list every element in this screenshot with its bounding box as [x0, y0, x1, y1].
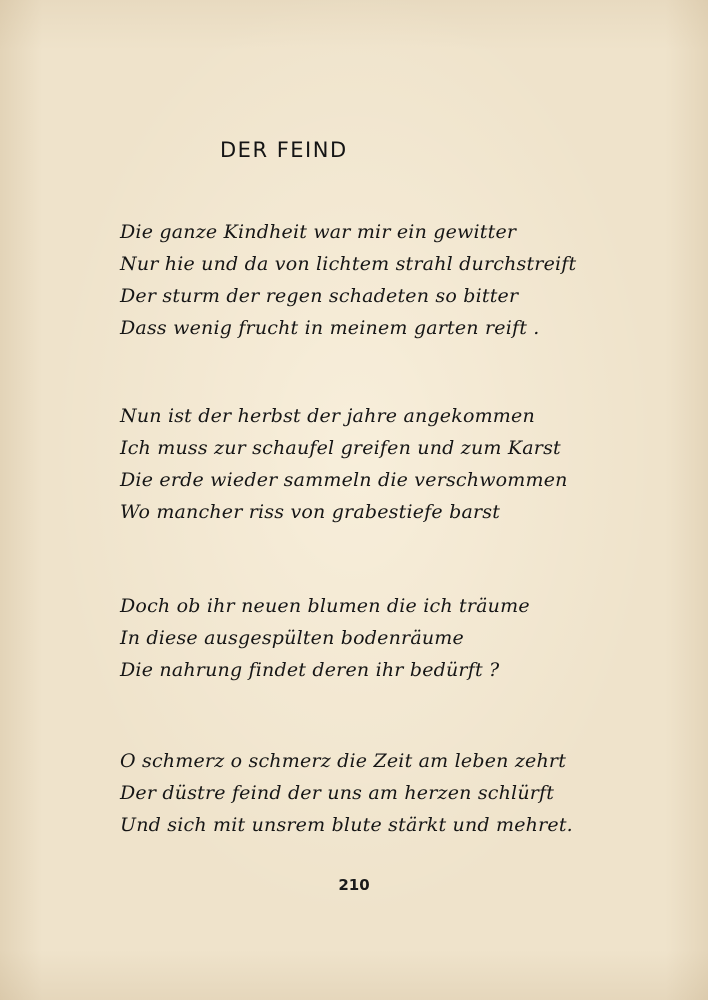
verse-line: In diese ausgespülten bodenräume: [120, 627, 464, 649]
verse-line: Die erde wieder sammeln die verschwommen: [120, 469, 568, 491]
poem-title: DER FEIND: [220, 138, 348, 162]
stanza-2: [120, 400, 568, 528]
verse-line: Wo mancher riss von grabestiefe barst: [120, 501, 501, 523]
verse-line: Ich muss zur schaufel greifen und zum Karst: [120, 437, 561, 459]
verse-line: Nun ist der herbst der jahre angekommen: [120, 405, 535, 427]
verse-line: Doch ob ihr neuen blumen die ich träume: [120, 595, 530, 617]
verse-line: Dass wenig frucht in meinem garten reift .: [120, 317, 540, 339]
verse-line: O schmerz o schmerz die Zeit am leben zehrt: [120, 750, 567, 772]
verse-line: Die nahrung findet deren ihr bedürft ?: [120, 659, 500, 681]
verse-line: Der sturm der regen schadeten so bitter: [120, 285, 519, 307]
verse-line: Und sich mit unsrem blute stärkt und mehret.: [120, 814, 573, 836]
verse-line: Der düstre feind der uns am herzen schlürft: [120, 782, 555, 804]
page-number: 210: [338, 876, 370, 894]
verse-line: Die ganze Kindheit war mir ein gewitter: [120, 221, 517, 243]
stanza-1: [120, 216, 576, 344]
stanza-4: [120, 745, 573, 841]
verse-line: Nur hie und da von lichtem strahl durchstreift: [120, 253, 577, 275]
stanza-3: [120, 590, 530, 686]
